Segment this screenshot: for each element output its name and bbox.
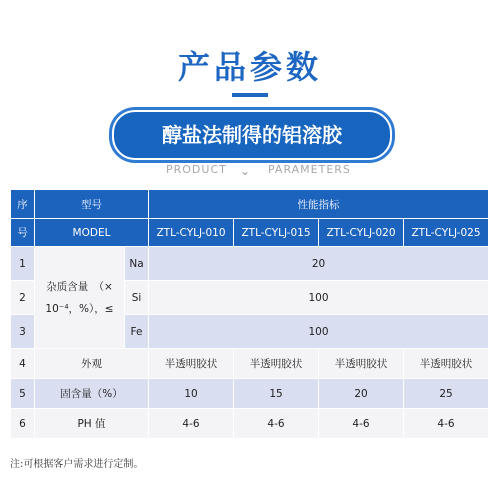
- header-index-top: 序: [11, 190, 35, 219]
- header-model-cn: 型号: [35, 190, 149, 219]
- element-si: Si: [125, 281, 149, 315]
- ph-value: 4-6: [234, 409, 319, 439]
- impurity-label-line1: 杂质含量 （×: [46, 280, 113, 293]
- subtitle-parameters: PARAMETERS: [268, 163, 351, 176]
- appearance-value: 半透明胶状: [234, 349, 319, 379]
- row-index: 4: [11, 349, 35, 379]
- ph-value: 4-6: [149, 409, 234, 439]
- na-value: 20: [149, 247, 489, 281]
- appearance-label: 外观: [35, 349, 149, 379]
- impurity-label-line2: 10⁻⁴，%），≤: [45, 302, 114, 315]
- element-fe: Fe: [125, 315, 149, 349]
- model-020: ZTL-CYLJ-020: [319, 219, 404, 247]
- row-index: 5: [11, 379, 35, 409]
- header-model-en: MODEL: [35, 219, 149, 247]
- row-index: 3: [11, 315, 35, 349]
- ph-label: PH 值: [35, 409, 149, 439]
- impurity-label: [35, 247, 125, 349]
- solid-content-value: 25: [404, 379, 489, 409]
- solid-content-label: 固含量（%）: [35, 379, 149, 409]
- element-na: Na: [125, 247, 149, 281]
- fe-value: 100: [149, 315, 489, 349]
- solid-content-value: 15: [234, 379, 319, 409]
- footnote: 注:可根据客户需求进行定制。: [10, 459, 144, 470]
- header-performance: 性能指标: [149, 190, 489, 219]
- solid-content-value: 10: [149, 379, 234, 409]
- parameters-table: [10, 189, 489, 439]
- page-title: 产品参数: [177, 48, 322, 86]
- row-index: 6: [11, 409, 35, 439]
- appearance-value: 半透明胶状: [319, 349, 404, 379]
- row-index: 2: [11, 281, 35, 315]
- subtitle-product: PRODUCT: [166, 163, 227, 176]
- appearance-value: 半透明胶状: [404, 349, 489, 379]
- row-index: 1: [11, 247, 35, 281]
- si-value: 100: [149, 281, 489, 315]
- chevron-down-icon: ⌄: [240, 164, 251, 178]
- ph-value: 4-6: [319, 409, 404, 439]
- product-name-banner: 醇盐法制得的铝溶胶: [112, 110, 392, 160]
- model-010: ZTL-CYLJ-010: [149, 219, 234, 247]
- ph-value: 4-6: [404, 409, 489, 439]
- title-underline: [232, 93, 268, 97]
- solid-content-value: 20: [319, 379, 404, 409]
- header-index-bottom: 号: [11, 219, 35, 247]
- model-015: ZTL-CYLJ-015: [234, 219, 319, 247]
- appearance-value: 半透明胶状: [149, 349, 234, 379]
- model-025: ZTL-CYLJ-025: [404, 219, 489, 247]
